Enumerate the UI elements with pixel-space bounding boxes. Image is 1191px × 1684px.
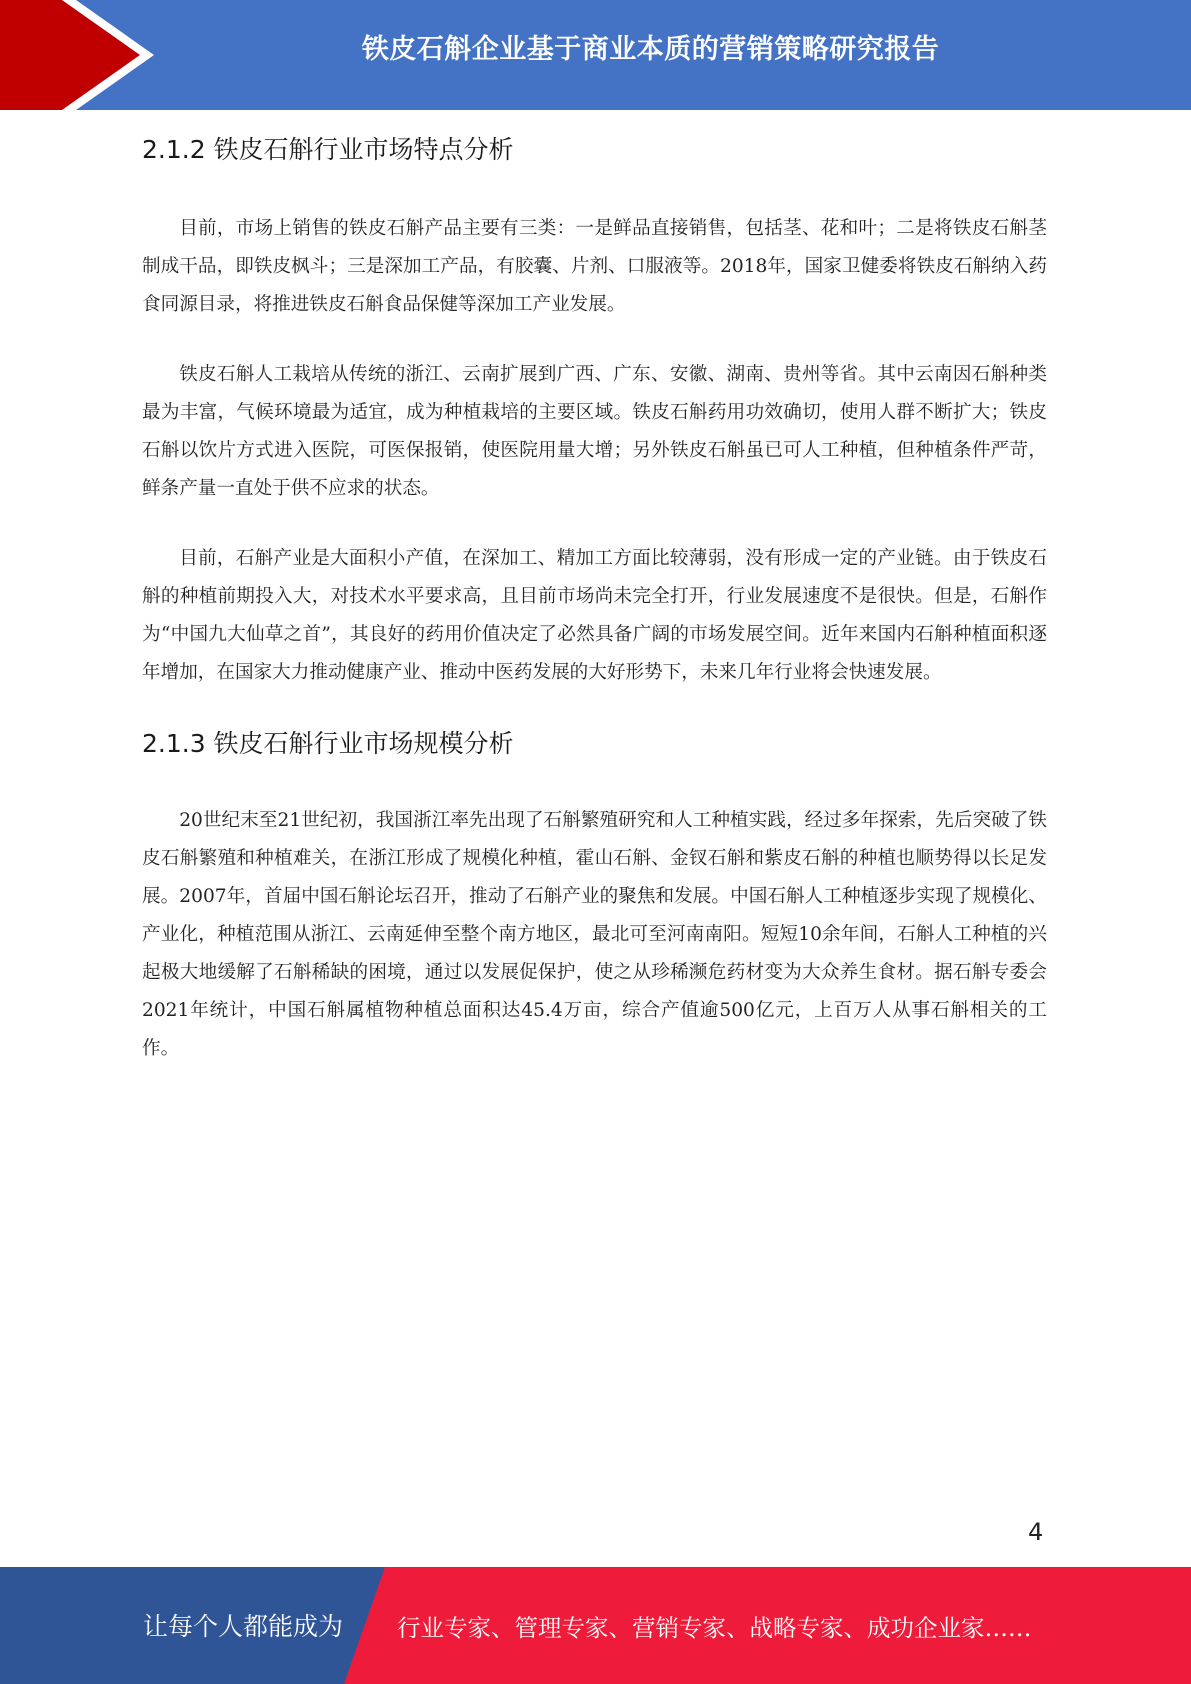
page-footer <box>0 1567 1191 1684</box>
footer-slogan-right: 行业专家、管理专家、营销专家、战略专家、成功企业家…… <box>397 1614 1032 1642</box>
page-number: 4 <box>1028 1518 1044 1546</box>
paragraph-product-types: 目前，市场上销售的铁皮石斛产品主要有三类：一是鲜品直接销售，包括茎、花和叶；二是将铁皮石斛茎制成干品，即铁皮枫斗；三是深加工产品，有胶囊、片剂、口服液等。2018年，国家卫健委将铁皮石斛纳入药食同源目录，将推进铁皮石斛食品保健等深加工产业发展。 <box>142 218 1047 315</box>
section-heading-market-features: 2.1.2 铁皮石斛行业市场特点分析 <box>142 135 514 164</box>
document-body <box>142 110 1047 1068</box>
footer-slogan-left: 让每个人都能成为 <box>143 1612 344 1641</box>
paragraph-cultivation-regions: 铁皮石斛人工栽培从传统的浙江、云南扩展到广西、广东、安徽、湖南、贵州等省。其中云南因石斛种类最为丰富，气候环境最为适宜，成为种植栽培的主要区域。铁皮石斛药用功效确切，使用人群不断扩大；铁皮石斛以饮片方式进入医院，可医保报销，使医院用量大增；另外铁皮石斛虽已可人工种植，但种植条件严苛，鲜条产量一直处于供不应求的状态。 <box>142 364 1047 499</box>
paragraph-market-scale: 20世纪末至21世纪初，我国浙江率先出现了石斛繁殖研究和人工种植实践，经过多年探索，先后突破了铁皮石斛繁殖和种植难关，在浙江形成了规模化种植，霍山石斛、金钗石斛和紫皮石斛的种植也顺势得以长足发展。2007年，首届中国石斛论坛召开，推动了石斛产业的聚焦和发展。中国石斛人工种植逐步实现了规模化、产业化，种植范围从浙江、云南延伸至整个南方地区，最北可至河南南阳。短短10余年间，石斛人工种植的兴起极大地缓解了石斛稀缺的困境，通过以发展促保护，使之从珍稀濒危药材变为大众养生食材。据石斛专委会2021年统计，中国石斛属植物种植总面积达45.4万亩，综合产值逾500亿元，上百万人从事石斛相关的工作。 <box>142 810 1047 1059</box>
section-heading-market-scale: 2.1.3 铁皮石斛行业市场规模分析 <box>142 729 514 758</box>
paragraph-industry-outlook: 目前，石斛产业是大面积小产值，在深加工、精加工方面比较薄弱，没有形成一定的产业链。由于铁皮石斛的种植前期投入大，对技术水平要求高，且目前市场尚未完全打开，行业发展速度不是很快。但是，石斛作为“中国九大仙草之首”，其良好的药用价值决定了必然具备广阔的市场发展空间。近年来国内石斛种植面积逐年增加，在国家大力推动健康产业、推动中医药发展的大好形势下，未来几年行业将会快速发展。 <box>142 548 1047 683</box>
page-header <box>0 0 1191 110</box>
header-chevron-decoration <box>0 0 160 110</box>
report-title: 铁皮石斛企业基于商业本质的营销策略研究报告 <box>361 34 940 65</box>
